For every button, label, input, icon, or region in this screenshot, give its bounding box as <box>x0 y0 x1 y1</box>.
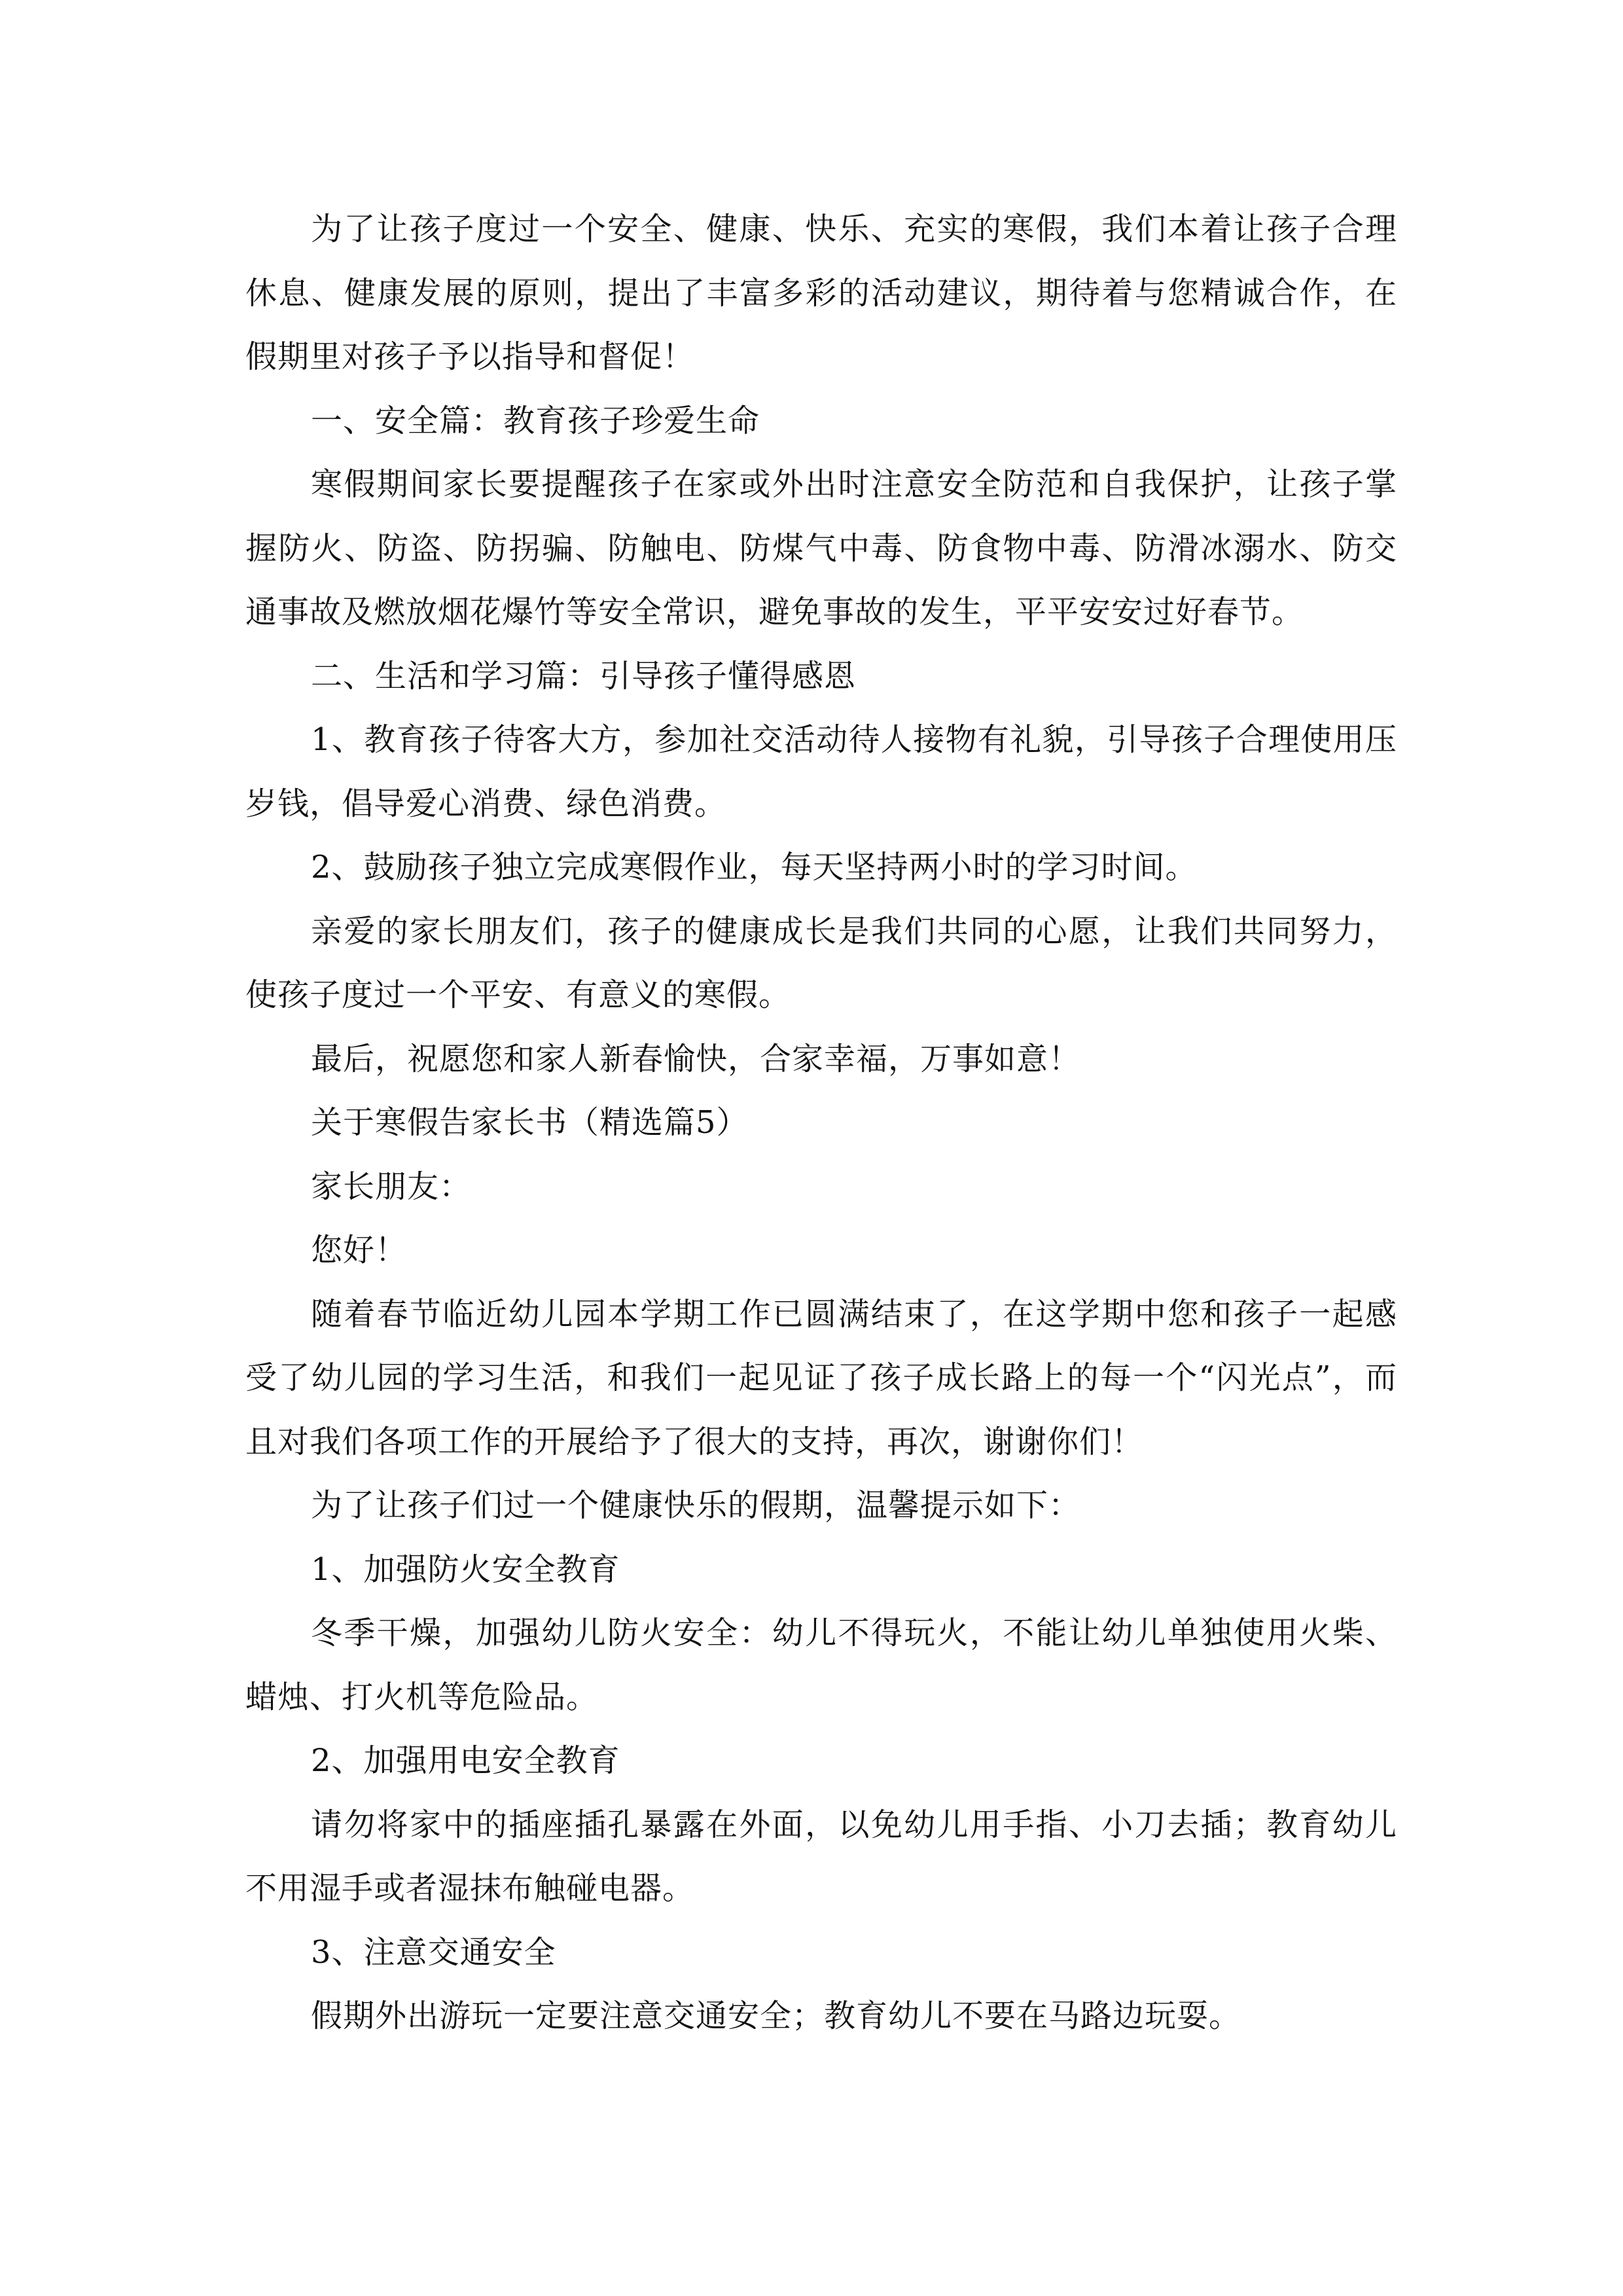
wishes-paragraph: 最后，祝愿您和家人新春愉快，合家幸福，万事如意！ <box>311 1040 1081 1077</box>
section-heading-safety: 一、安全篇：教育孩子珍爱生命 <box>311 402 760 439</box>
tip-heading-fire: 1、加强防火安全教育 <box>311 1551 620 1588</box>
section-heading-life-study: 二、生活和学习篇：引导孩子懂得感恩 <box>311 657 857 694</box>
tip-body-fire: 冬季干燥，加强幼儿防火安全：幼儿不得玩火，不能让幼儿单独使用火柴、蜡烛、打火机等危险品。 <box>245 1615 1397 1715</box>
intro-paragraph: 为了让孩子度过一个安全、健康、快乐、充实的寒假，我们本着让孩子合理休息、健康发展的原则，提出了丰富多彩的活动建议，期待着与您精诚合作，在假期里对孩子予以指导和督促！ <box>245 211 1397 375</box>
tip-body-traffic: 假期外出游玩一定要注意交通安全；教育幼儿不要在马路边玩耍。 <box>311 1998 1241 2034</box>
letter-greeting: 您好！ <box>311 1232 408 1268</box>
life-study-item-1: 1、教育孩子待客大方，参加社交活动待人接物有礼貌，引导孩子合理使用压岁钱，倡导爱心消费、绿色消费。 <box>245 721 1397 822</box>
letter-salutation: 家长朋友： <box>311 1168 472 1205</box>
tip-heading-traffic: 3、注意交通安全 <box>311 1933 556 1971</box>
letter-title: 关于寒假告家长书（精选篇5） <box>311 1104 749 1141</box>
tips-intro: 为了让孩子们过一个健康快乐的假期，温馨提示如下： <box>311 1487 1081 1524</box>
letter-opening-paragraph: 随着春节临近幼儿园本学期工作已圆满结束了，在这学期中您和孩子一起感受了幼儿园的学习生活，和我们一起见证了孩子成长路上的每一个“闪光点”，而且对我们各项工作的开展给予了很大的支持，再次，谢谢你们！ <box>245 1295 1397 1460</box>
document-body <box>245 198 1397 2049</box>
closing-paragraph: 亲爱的家长朋友们，孩子的健康成长是我们共同的心愿，让我们共同努力，使孩子度过一个平安、有意义的寒假。 <box>245 912 1397 1013</box>
tip-body-electric: 请勿将家中的插座插孔暴露在外面，以免幼儿用手指、小刀去插；教育幼儿不用湿手或者湿抹布触碰电器。 <box>245 1806 1397 1907</box>
life-study-item-2: 2、鼓励孩子独立完成寒假作业，每天坚持两小时的学习时间。 <box>311 849 1198 886</box>
tip-heading-electric: 2、加强用电安全教育 <box>311 1742 620 1779</box>
safety-paragraph: 寒假期间家长要提醒孩子在家或外出时注意安全防范和自我保护，让孩子掌握防火、防盗、防拐骗、防触电、防煤气中毒、防食物中毒、防滑冰溺水、防交通事故及燃放烟花爆竹等安全常识，避免事故的发生，平平安安过好春节。 <box>245 466 1397 630</box>
